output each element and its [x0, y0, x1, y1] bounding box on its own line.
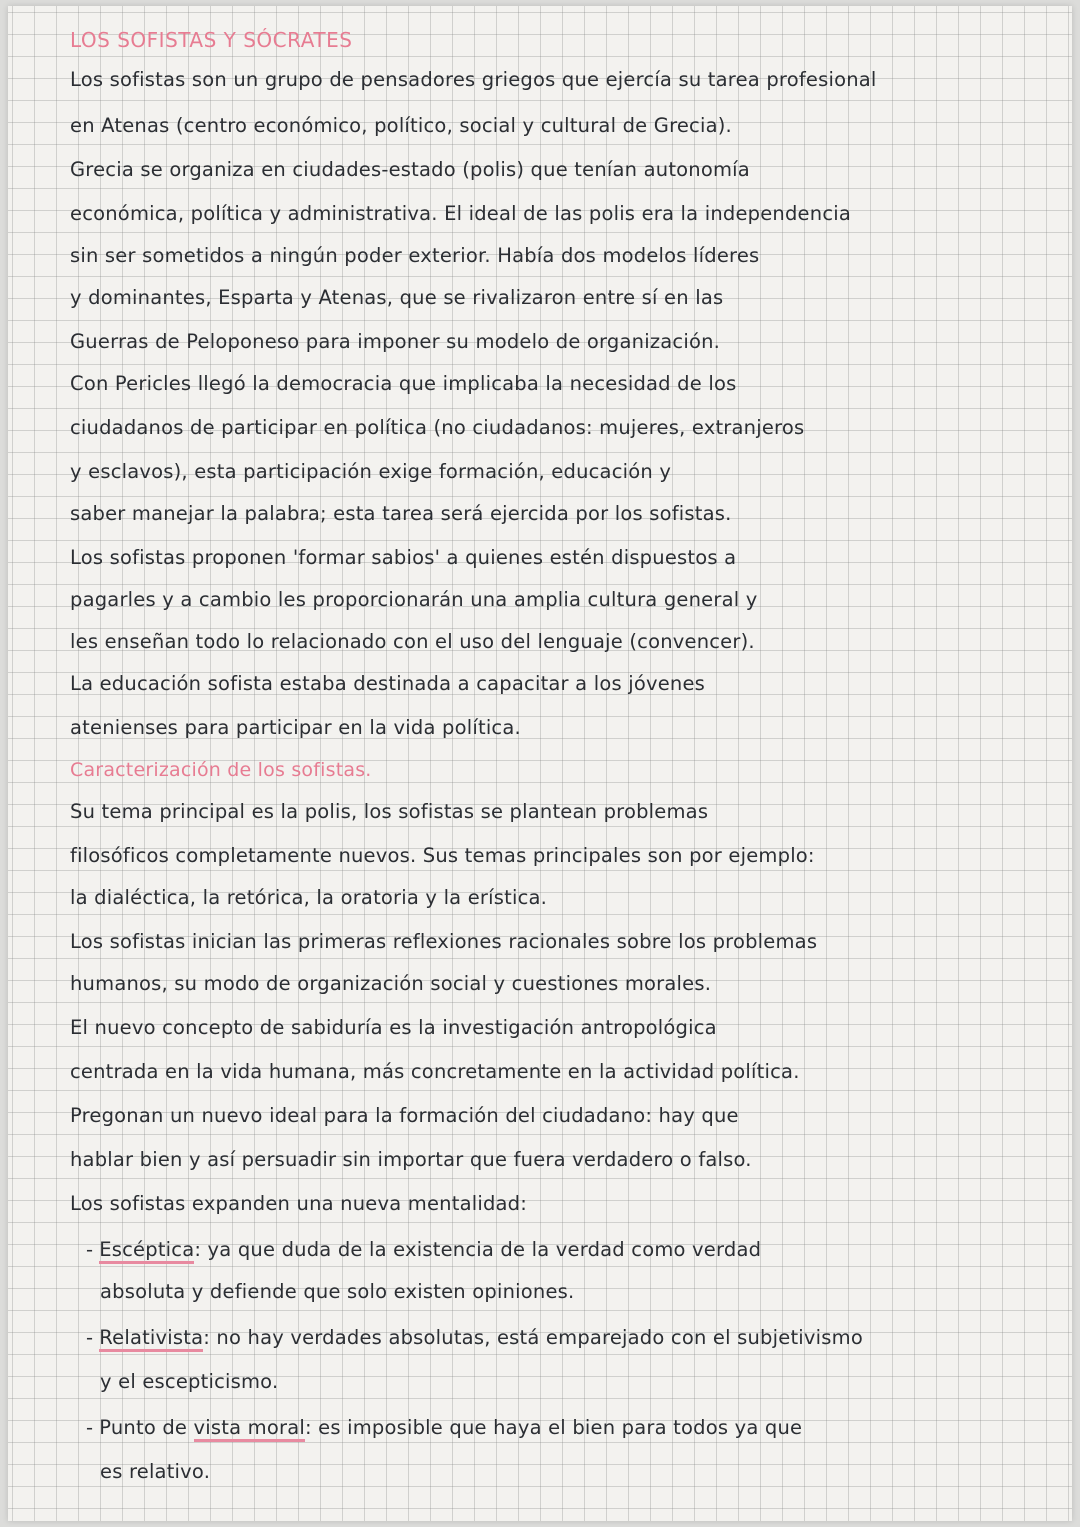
text-line: El nuevo concepto de sabiduría es la investigación antropológica — [70, 1016, 717, 1039]
bullet-text: : es imposible que haya el bien para todos ya que — [304, 1416, 803, 1439]
section-heading: Caracterización de los sofistas. — [70, 759, 372, 781]
bullet-dash: - — [86, 1416, 94, 1439]
text-line: Con Pericles llegó la democracia que implicaba la necesidad de los — [70, 372, 737, 395]
text-line: y esclavos), esta participación exige formación, educación y — [70, 460, 672, 483]
text-line: sin ser sometidos a ningún poder exterior. Había dos modelos líderes — [70, 244, 760, 267]
bullet-text: : no hay verdades absolutas, está emparejado con el subjetivismo — [203, 1326, 863, 1349]
text-line: Los sofistas expanden una nueva mentalidad: — [70, 1192, 528, 1215]
bullet-continuation: absoluta y defiende que solo existen opiniones. — [100, 1280, 575, 1303]
text-line: y dominantes, Esparta y Atenas, que se rivalizaron entre sí en las — [70, 286, 724, 309]
text-line: Pregonan un nuevo ideal para la formación del ciudadano: hay que — [70, 1104, 739, 1127]
page-title: LOS SOFISTAS Y SÓCRATES — [70, 28, 353, 52]
text-line: Grecia se organiza en ciudades-estado (polis) que tenían autonomía — [70, 158, 750, 181]
text-line: la dialéctica, la retórica, la oratoria y la erística. — [70, 886, 548, 909]
bullet-item-relativista — [86, 1324, 863, 1352]
bullet-term: Escéptica — [99, 1238, 194, 1264]
text-line: Guerras de Peloponeso para imponer su modelo de organización. — [70, 330, 721, 353]
text-line: Su tema principal es la polis, los sofistas se plantean problemas — [70, 800, 709, 823]
bullet-continuation: y el escepticismo. — [100, 1370, 279, 1393]
text-line: Los sofistas inician las primeras reflexiones racionales sobre los problemas — [70, 930, 818, 953]
bullet-continuation: es relativo. — [100, 1460, 211, 1483]
bullet-dash: - — [86, 1238, 94, 1261]
text-line: saber manejar la palabra; esta tarea será ejercida por los sofistas. — [70, 502, 732, 525]
bullet-item-esceptica — [86, 1236, 761, 1264]
text-line: hablar bien y así persuadir sin importar que fuera verdadero o falso. — [70, 1148, 752, 1171]
text-line: centrada en la vida humana, más concretamente en la actividad política. — [70, 1060, 800, 1083]
notebook-page — [8, 6, 1072, 1521]
bullet-term: Relativista — [99, 1326, 203, 1352]
text-line: La educación sofista estaba destinada a capacitar a los jóvenes — [70, 672, 706, 695]
text-line: filosóficos completamente nuevos. Sus temas principales son por ejemplo: — [70, 844, 815, 867]
text-line: atenienses para participar en la vida política. — [70, 716, 521, 739]
bullet-term: vista moral — [194, 1416, 305, 1442]
text-line: pagarles y a cambio les proporcionarán una amplia cultura general y — [70, 588, 758, 611]
text-line: les enseñan todo lo relacionado con el uso del lenguaje (convencer). — [70, 630, 755, 653]
text-line: Los sofistas proponen 'formar sabios' a quienes estén dispuestos a — [70, 546, 737, 569]
text-line: humanos, su modo de organización social y cuestiones morales. — [70, 972, 712, 995]
bullet-text: : ya que duda de la existencia de la verdad como verdad — [194, 1238, 762, 1261]
text-line: ciudadanos de participar en política (no ciudadanos: mujeres, extranjeros — [70, 416, 805, 439]
text-line: económica, política y administrativa. El ideal de las polis era la independencia — [70, 202, 852, 225]
text-line: Los sofistas son un grupo de pensadores griegos que ejercía su tarea profesional — [70, 68, 877, 91]
bullet-item-moral — [86, 1414, 802, 1442]
text-line: en Atenas (centro económico, político, social y cultural de Grecia). — [70, 114, 732, 137]
bullet-term-prefix: Punto de — [99, 1416, 194, 1439]
bullet-dash: - — [86, 1326, 94, 1349]
